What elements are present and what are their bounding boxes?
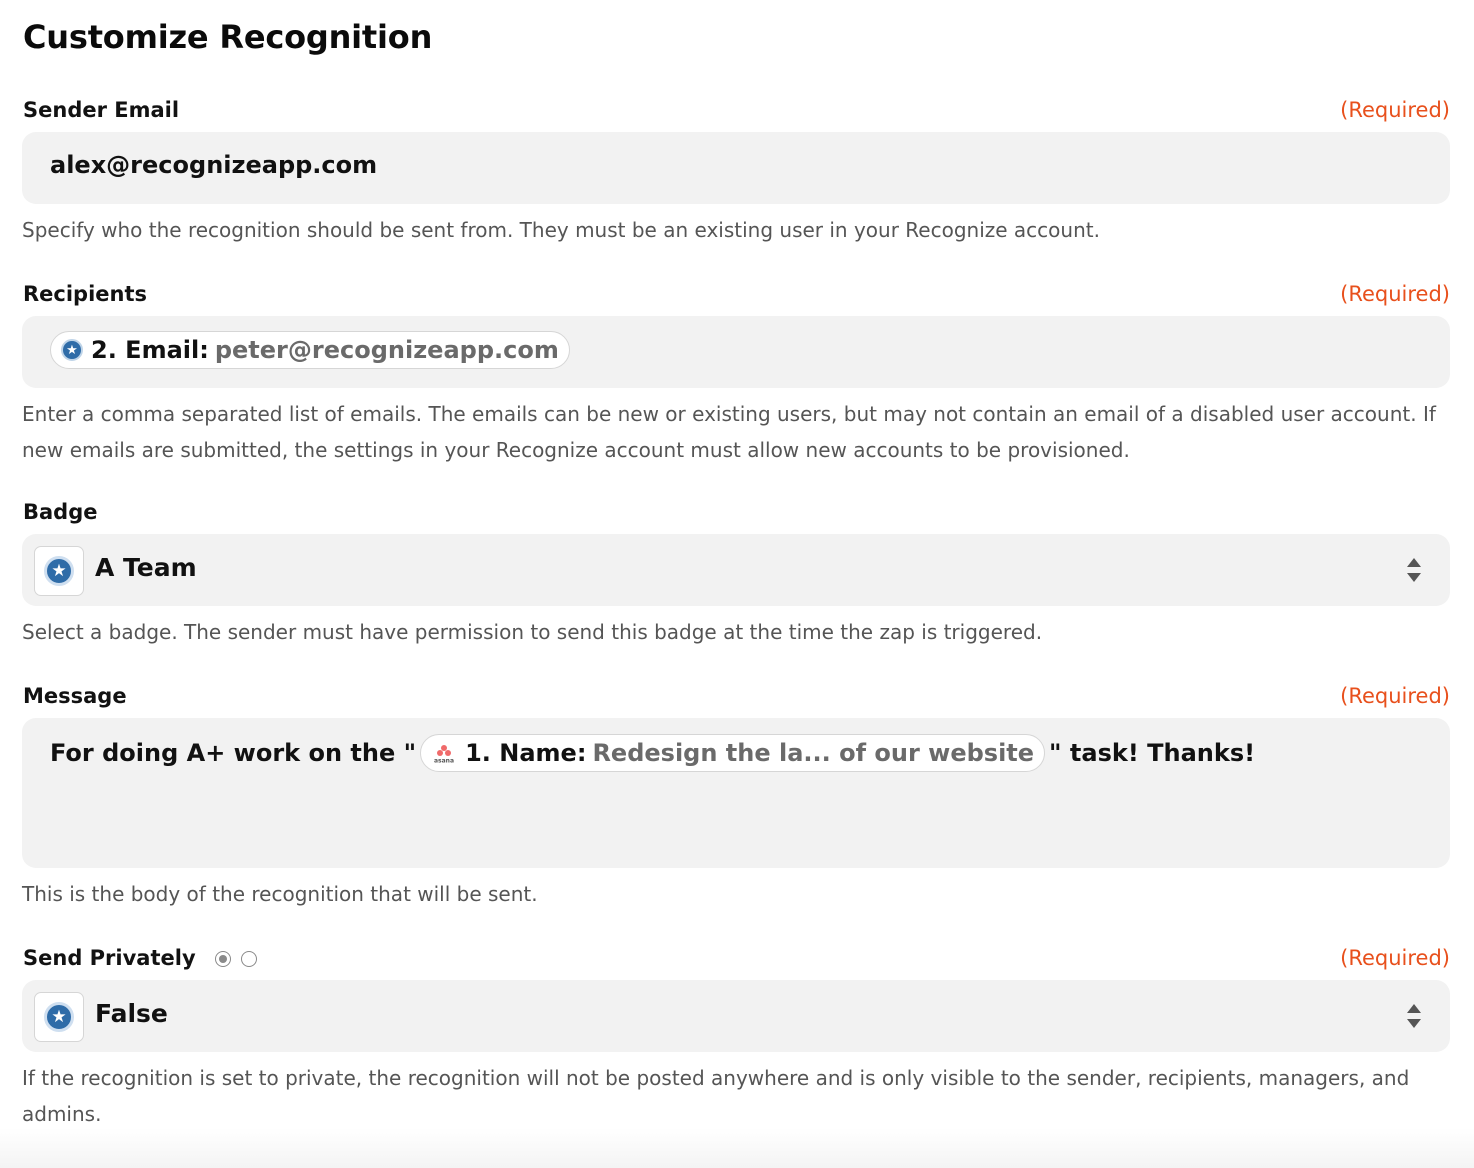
badge-label: Badge	[23, 500, 98, 524]
message-textarea[interactable]	[22, 718, 1450, 868]
message-suffix: " task! Thanks!	[1049, 739, 1256, 767]
mode-toggle	[215, 951, 267, 967]
message-token-key: 1. Name:	[465, 739, 587, 767]
svg-text:asana: asana	[434, 757, 455, 764]
select-arrows-icon	[1406, 556, 1422, 584]
recipients-token[interactable]	[50, 331, 570, 369]
message-field	[22, 684, 1450, 912]
asana-icon	[431, 742, 457, 764]
send-privately-label: Send Privately	[23, 946, 196, 970]
send-privately-required: (Required)	[1340, 946, 1450, 970]
send-privately-label-wrap	[23, 946, 267, 970]
sender-email-field	[22, 98, 1450, 248]
message-content	[50, 734, 1255, 772]
recipients-input[interactable]	[22, 316, 1450, 388]
sender-email-input[interactable]	[22, 132, 1450, 204]
recipients-required: (Required)	[1340, 282, 1450, 306]
badge-field	[22, 500, 1450, 650]
recipients-token-key: 2. Email:	[91, 336, 209, 364]
sender-email-label: Sender Email	[23, 98, 180, 122]
select-arrows-icon	[1406, 1002, 1422, 1030]
recipients-token-value: peter@recognizeapp.com	[214, 336, 559, 364]
send-privately-icon-container	[34, 992, 84, 1042]
badge-select-value: A Team	[95, 553, 197, 582]
sender-email-required: (Required)	[1340, 98, 1450, 122]
recipients-help: Enter a comma separated list of emails. The emails can be new or existing users, but may not contain an email of a disabled user account. If new emails are submitted, the settings in your Recognize account must allow new accounts to be provisioned.	[22, 402, 1436, 462]
message-token[interactable]	[420, 734, 1045, 772]
sender-email-help: Specify who the recognition should be sent from. They must be an existing user in your Recognize account.	[22, 218, 1100, 242]
sender-email-value: alex@recognizeapp.com	[50, 151, 378, 179]
message-token-value: Redesign the la... of our website	[592, 739, 1035, 767]
send-privately-value: False	[95, 999, 168, 1028]
recognize-badge-icon: ★	[61, 339, 83, 361]
badge-help: Select a badge. The sender must have permission to send this badge at the time the zap is triggered.	[22, 620, 1043, 644]
message-required: (Required)	[1340, 684, 1450, 708]
page-title: Customize Recognition	[23, 18, 433, 56]
send-privately-field	[22, 946, 1450, 1132]
badge-icon-container	[34, 546, 84, 596]
recipients-field	[22, 282, 1450, 468]
recognize-badge-icon: ★	[44, 1002, 74, 1032]
send-privately-help: If the recognition is set to private, the recognition will not be posted anywhere and is only visible to the sender, recipients, managers, and admins.	[22, 1066, 1410, 1126]
message-help: This is the body of the recognition that will be sent.	[22, 882, 538, 906]
message-label: Message	[23, 684, 127, 708]
radio-fixed-value[interactable]	[215, 951, 231, 967]
badge-select[interactable]	[22, 534, 1450, 606]
radio-custom-value[interactable]	[241, 951, 257, 967]
recognize-badge-icon: ★	[44, 556, 74, 586]
recipients-label: Recipients	[23, 282, 148, 306]
message-prefix: For doing A+ work on the "	[50, 739, 417, 767]
send-privately-select[interactable]	[22, 980, 1450, 1052]
bottom-fade	[0, 1128, 1474, 1168]
